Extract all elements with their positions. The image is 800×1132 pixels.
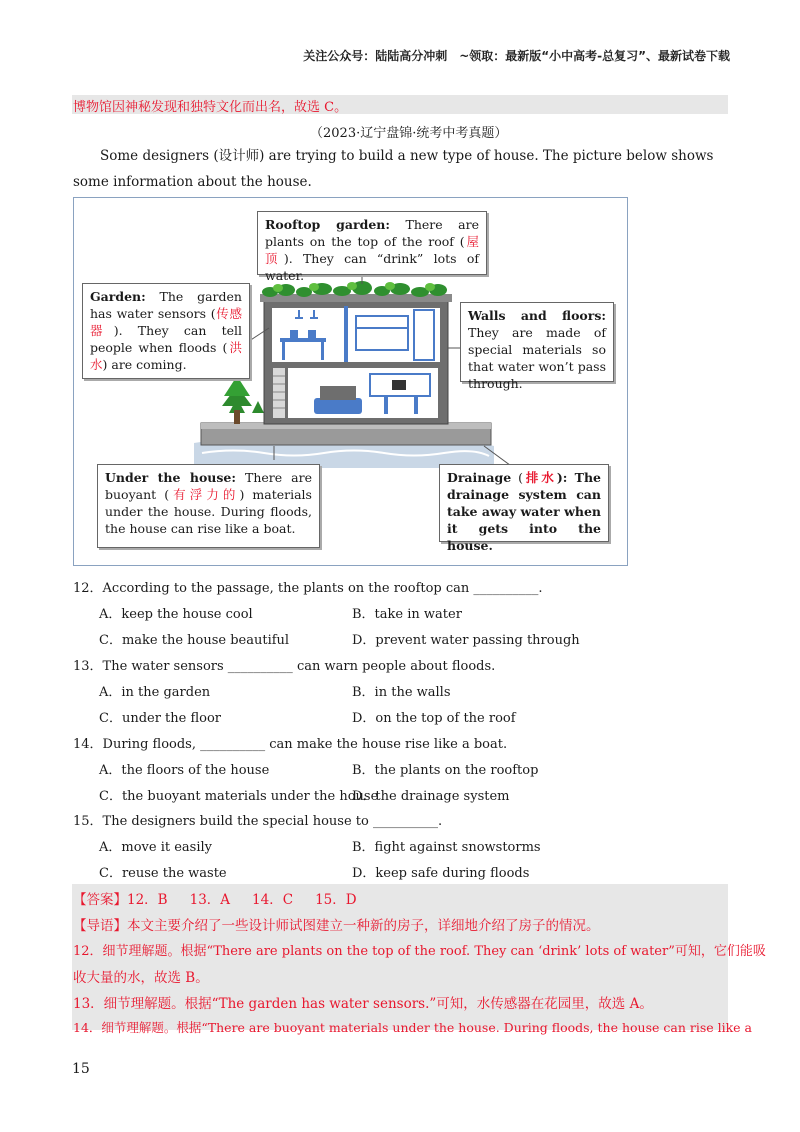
explanation-12-line-2: 收大量的水，故选 B。: [73, 970, 209, 986]
answer-12: 12．B: [127, 892, 168, 908]
callout-rooftop-title: Rooftop garden:: [265, 217, 390, 232]
question-12-stem: 12．According to the passage, the plants on the rooftop can __________.: [73, 581, 543, 596]
explanation-12-line-1: 12．细节理解题。根据“There are plants on the top of the roof. They can ‘drink’ lots of water”可知，它们能吸: [73, 944, 766, 959]
question-15-option-c[interactable]: C．reuse the waste: [99, 866, 227, 881]
callout-under-text-b: ) materials under the house. During floods, the house can rise like a boat.: [105, 487, 312, 536]
callout-under-house: [97, 464, 320, 548]
callout-rooftop-cn: 屋顶: [265, 234, 479, 266]
callout-garden-cn2: 洪水: [90, 340, 242, 372]
callout-walls-text: They are made of special materials so that water won’t pass through.: [468, 325, 606, 391]
question-14-option-a[interactable]: A．the floors of the house: [99, 763, 270, 778]
callout-garden-cn: 传感器: [90, 306, 242, 338]
question-15-option-d[interactable]: D．keep safe during floods: [352, 866, 530, 881]
prev-explanation: 博物馆因神秘发现和独特文化而出名，故选 C。: [73, 100, 348, 115]
question-13-option-b[interactable]: B．in the walls: [352, 685, 451, 700]
callout-drainage-cn: 排水: [522, 470, 557, 485]
callout-garden-text-b: ). They can tell people when floods (: [90, 323, 242, 355]
callout-garden-text-a: The garden has water sensors (: [90, 289, 242, 321]
explanation-14: 14．细节理解题。根据“There are buoyant materials under the house. During floods, the house can rise like a: [73, 1020, 752, 1035]
callout-drainage-title: Drainage: [447, 470, 512, 485]
question-14-stem: 14．During floods, __________ can make the house rise like a boat.: [73, 737, 508, 752]
callout-rooftop-text-a: There are plants on the top of the roof (: [265, 217, 479, 249]
answer-15: 15．D: [315, 892, 357, 908]
answer-label: 【答案】: [73, 892, 127, 908]
callout-drainage-text-b: ): The drainage system can take away water when it gets into the house.: [447, 470, 601, 553]
question-14-option-b[interactable]: B．the plants on the rooftop: [352, 763, 539, 778]
callout-drainage-text-a: (: [511, 470, 523, 485]
callout-rooftop-garden: [257, 211, 487, 283]
callout-garden-title: Garden:: [90, 289, 146, 304]
page-header: 关注公众号：陆陆高分冲刺 ~领取：最新版“小中高考-总复习”、最新试卷下载: [303, 49, 730, 63]
callout-walls-title: Walls and floors:: [468, 308, 606, 323]
callout-under-title: Under the house:: [105, 470, 236, 485]
callout-drainage: [439, 464, 609, 553]
callout-garden-text-c: ) are coming.: [102, 357, 187, 372]
question-12-option-b[interactable]: B．take in water: [352, 607, 462, 622]
callout-walls-floors: [460, 302, 614, 391]
source-label: （2023·辽宁盘锦·统考中考真题）: [310, 126, 508, 141]
question-13-option-a[interactable]: A．in the garden: [99, 685, 211, 700]
question-13-stem: 13．The water sensors __________ can warn people about floods.: [73, 659, 496, 674]
intro-paragraph: Some designers (设计师) are trying to build a new type of house. The picture below shows some information about the house.: [73, 148, 714, 190]
house-figure: [73, 197, 628, 566]
page-number: 15: [72, 1061, 90, 1077]
callout-under-cn: 有浮力的: [169, 487, 240, 502]
question-15-stem: 15．The designers build the special house to __________.: [73, 814, 443, 829]
question-15-option-a[interactable]: A．move it easily: [99, 840, 213, 855]
callout-rooftop-text-b: ). They can “drink” lots of water.: [265, 251, 479, 283]
callout-under-text-a: There are buoyant (: [105, 470, 312, 502]
explanation-13: 13．细节理解题。根据“The garden has water sensors.”可知，水传感器在花园里，故选 A。: [73, 996, 653, 1012]
question-14-option-c[interactable]: C．the buoyant materials under the house: [99, 789, 379, 804]
guide-text: 【导语】本文主要介绍了一些设计师试图建立一种新的房子，详细地介绍了房子的情况。: [73, 918, 600, 934]
question-14-option-d[interactable]: D．the drainage system: [352, 789, 510, 804]
question-13-option-d[interactable]: D．on the top of the roof: [352, 711, 516, 726]
question-12-option-d[interactable]: D．prevent water passing through: [352, 633, 580, 648]
question-12-option-a[interactable]: A．keep the house cool: [99, 607, 253, 622]
answer-13: 13．A: [189, 892, 231, 908]
question-15-option-b[interactable]: B．fight against snowstorms: [352, 840, 541, 855]
question-13-option-c[interactable]: C．under the floor: [99, 711, 222, 726]
callout-garden: [82, 283, 250, 379]
question-12-option-c[interactable]: C．make the house beautiful: [99, 633, 290, 648]
answer-line: [73, 888, 357, 908]
answer-14: 14．C: [252, 892, 294, 908]
